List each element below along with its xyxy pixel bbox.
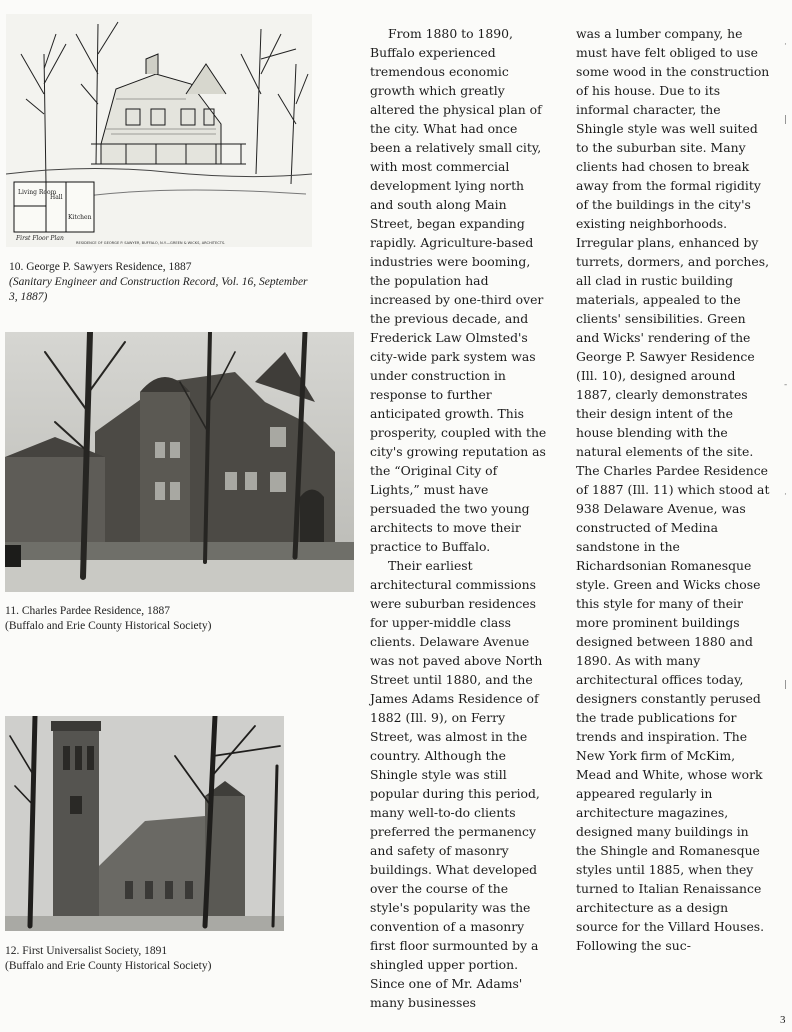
figure-12-universalist-photo <box>5 716 284 931</box>
margin-mark: · <box>784 490 787 500</box>
margin-mark: · <box>784 40 787 50</box>
figure-10-sawyer-engraving <box>6 14 312 247</box>
margin-mark: - <box>784 380 788 390</box>
figure-11-caption-source: (Buffalo and Erie County Historical Society) <box>5 620 212 632</box>
figure-10-caption-title: 10. George P. Sawyers Residence, 1887 <box>9 261 192 273</box>
plate-label: RESIDENCE OF GEORGE P. SAWYER, BUFFALO, N.Y.—GREEN & WICKS, ARCHITECTS. <box>76 241 226 245</box>
figure-12-caption <box>5 944 305 974</box>
figure-12-caption-title: 12. First Universalist Society, 1891 <box>5 945 168 957</box>
column-1-paragraph-1: From 1880 to 1890, Buffalo experienced tremendous economic growth which greatly altered the physical plan of the city. What had once been a relatively small city, with most commercial development lying north and south along Main Street, began expanding rapidly. Agriculture-based industries were booming, the population had increased by one-third over the previous decade, and Frederick Law Olmsted's city-wide park system was under construction in response to further anticipated growth. This prosperity, coupled with the city's growing reputation as the “Original City of Lights,” must have persuaded the two young architects to move their practice to Buffalo. <box>370 26 547 554</box>
text-column-1 <box>370 24 550 1012</box>
figure-12-caption-source: (Buffalo and Erie County Historical Society) <box>5 960 212 972</box>
figure-11-pardee-photo <box>5 332 354 592</box>
plan-label-hall: Hall <box>50 194 63 201</box>
column-2-paragraph-1: was a lumber company, he must have felt obliged to use some wood in the construction of his house. Due to its informal character, the Shingle style was well suited to the suburban site. Many clients had chosen to break away from the formal rigidity of the buildings in the city's existing neighborhoods. Irregular plans, enhanced by turrets, dormers, and porches, all clad in rustic building materials, appealed to the clients' sensibilities. Green and Wicks' rendering of the George P. Sawyer Residence (Ill. 10), designed around 1887, clearly demonstrates their design intent of the house blending with the natural elements of the site. The Charles Pardee Residence of 1887 (Ill. 11) which stood at 938 Delaware Avenue, was constructed of Medina sandstone in the Richardsonian Romanesque style. Green and Wicks chose this style for many of their more prominent buildings designed between 1880 and 1890. As with many architectural offices today, designers constantly perused the trade publications for trends and inspiration. The New York firm of McKim, Mead and White, whose work appeared regularly in architecture magazines, designed many buildings in the Shingle and Romanesque styles until 1885, when they turned to Italian Renaissance architecture as a design source for the Villard Houses. Following the suc- <box>576 26 770 953</box>
margin-mark: | <box>784 115 788 125</box>
margin-mark: | <box>784 680 788 690</box>
text-column-2 <box>576 24 771 955</box>
figure-10-caption <box>9 260 309 305</box>
figure-11-caption-title: 11. Charles Pardee Residence, 1887 <box>5 605 170 617</box>
page-number: 3 <box>780 1014 786 1026</box>
figure-10-caption-source: (Sanitary Engineer and Construction Record, Vol. 16, September 3, 1887) <box>9 276 308 303</box>
column-1-paragraph-2: Their earliest architectural commissions were suburban residences for upper-middle class clients. Delaware Avenue was not paved above North Street until 1880, and the James Adams Residence of 1882 (Ill. 9), on Ferry Street, was almost in the country. Although the Shingle style was still popular during this period, many well-to-do clients preferred the permanency and safety of masonry buildings. What developed over the course of the style's popularity was the convention of a masonry first floor surmounted by a shingled upper portion. Since one of Mr. Adams' many businesses <box>370 558 543 1010</box>
plan-label-living: Living Room <box>18 189 57 196</box>
figure-11-caption <box>5 604 305 634</box>
plan-label-kitchen: Kitchen <box>68 214 92 221</box>
plan-title: First Floor Plan <box>16 235 64 242</box>
